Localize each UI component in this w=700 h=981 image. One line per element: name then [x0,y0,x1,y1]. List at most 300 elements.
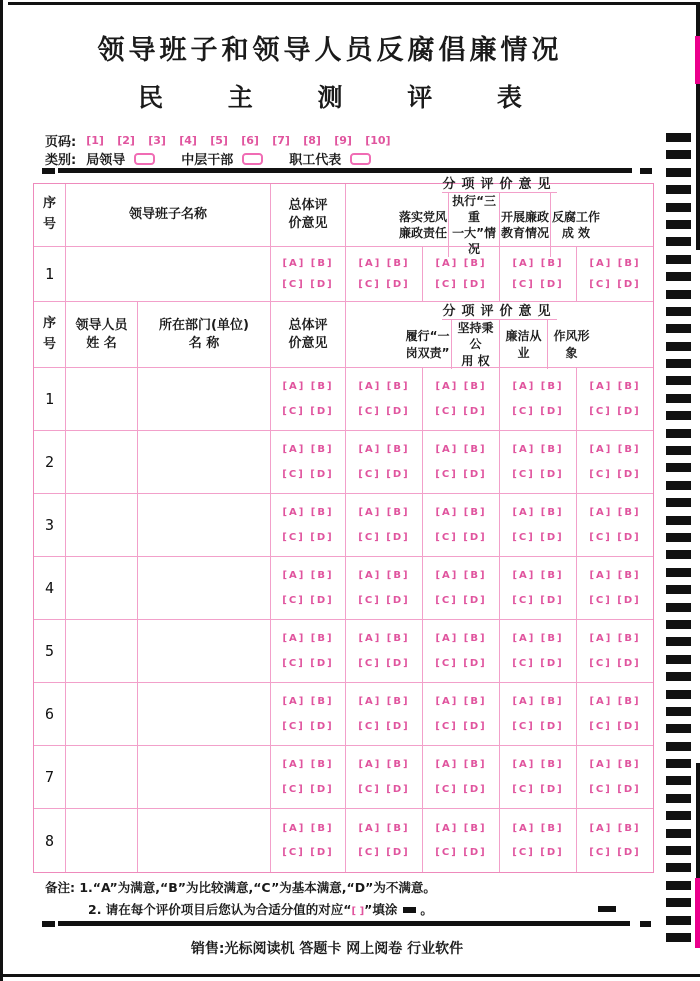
form-title-line2: 民 主 测 评 表 [138,83,550,112]
timing-mark [666,672,691,681]
leader-name-input-cell[interactable] [66,368,138,430]
bracket-sample: [ ] [351,906,365,917]
page-number-bubble[interactable]: [5] [210,134,228,147]
sub-header-cell [452,320,500,369]
bubble-line-cd: [C] [D] [358,279,410,291]
bubble-line-ab: [A] [B] [435,822,487,834]
bubble-line-ab: [A] [B] [282,759,334,771]
timing-mark [666,794,691,803]
bubble-line-ab: [A] [B] [589,507,641,519]
timing-mark [666,898,691,907]
right-edge-line-bottom [696,763,700,880]
bubble-cell-item1[interactable] [346,431,423,493]
bubble-line-cd: [C] [D] [358,594,410,606]
leader-name-input-cell[interactable] [66,494,138,556]
timing-mark [666,776,691,785]
row-seq-cell [34,683,66,745]
bubble-cell-item1[interactable] [346,247,423,301]
sub-header-line: 用 权 [461,353,490,368]
page-number-bubble[interactable]: [2] [117,134,135,147]
timing-mark [666,811,691,820]
bubble-line-cd: [C] [D] [435,405,487,417]
page-number-bubble[interactable]: [8] [303,134,321,147]
timing-mark [666,376,691,385]
timing-mark [666,429,691,438]
bubble-cell-item2[interactable] [423,557,500,619]
bubble-line-cd: [C] [D] [589,594,641,606]
bubble-cell-overall[interactable] [271,620,346,682]
row-seq: 7 [44,768,55,786]
bubble-line-cd: [C] [D] [589,279,641,291]
timing-mark [666,585,691,594]
bubble-line-ab: [A] [B] [358,633,410,645]
section1-item-group [346,176,653,257]
bubble-line-ab: [A] [B] [512,633,564,645]
bubble-line-cd: [C] [D] [512,405,564,417]
bubble-cell-item3[interactable] [500,368,577,430]
bubble-line-cd: [C] [D] [358,847,410,859]
bubble-cell-item3[interactable] [500,620,577,682]
bubble-line-cd: [C] [D] [435,847,487,859]
bubble-line-ab: [A] [B] [589,570,641,582]
leader-name-input-cell[interactable] [66,809,138,872]
bubble-line-cd: [C] [D] [589,405,641,417]
category-item [289,149,371,168]
department-input-cell[interactable] [138,368,271,430]
timing-mark [666,637,691,646]
sub-header-line: 岗双责” [405,345,450,360]
bubble-line-cd: [C] [D] [512,783,564,795]
bubble-cell-item4[interactable] [577,494,653,556]
bubble-line-ab: [A] [B] [282,633,334,645]
bubble-cell-item2[interactable] [423,431,500,493]
bubble-cell-item3[interactable] [500,809,577,872]
bubble-line-cd: [C] [D] [358,468,410,480]
bubble-line-cd: [C] [D] [512,847,564,859]
sync-square [598,906,616,912]
sub-header-line: 一大”情况 [452,226,496,257]
timing-mark [666,307,691,316]
bubble-line-ab: [A] [B] [589,822,641,834]
bubble-cell-item4[interactable] [577,431,653,493]
timing-mark [666,150,691,159]
row-seq: 1 [44,265,55,283]
category-row [45,149,397,168]
bubble-cell-item4[interactable] [577,746,653,808]
row-seq: 2 [44,453,55,471]
table-row [34,683,653,746]
bubble-cell-item3[interactable] [500,494,577,556]
bottom-edge-line [0,974,700,977]
sub-header-line: 成 效 [561,226,591,240]
bubble-line-cd: [C] [D] [589,847,641,859]
sub-header-line: 教育情况 [500,226,549,240]
timing-mark [666,568,691,577]
bubble-line-ab: [A] [B] [512,444,564,456]
row-seq-cell [34,809,66,872]
sub-header-cell [404,320,452,369]
section2-header-row [34,302,653,368]
notes-label: 备注: [45,880,75,895]
bubble-line-ab: [A] [B] [358,696,410,708]
leader-name-input-cell[interactable] [66,431,138,493]
note-line1: 备注: 1.“A”为满意,“B”为比较满意,“C”为基本满意,“D”为不满意。 [45,880,436,895]
bubble-line-cd: [C] [D] [282,531,334,543]
page-number-bubble[interactable]: [3] [148,134,166,147]
bubble-cell-overall[interactable] [271,809,346,872]
department-input-cell[interactable] [138,683,271,745]
timing-mark [666,690,691,699]
bubble-line-cd: [C] [D] [435,720,487,732]
bubble-line-ab: [A] [B] [589,444,641,456]
leader-name-input-cell[interactable] [66,620,138,682]
bubble-cell-item2[interactable] [423,683,500,745]
department-input-cell[interactable] [138,809,271,872]
bubble-line-cd: [C] [D] [435,468,487,480]
left-edge-line [0,0,3,981]
timing-mark [666,863,691,872]
bubble-line-ab: [A] [B] [589,381,641,393]
section2-group-header: 分项评价意见 [442,300,556,320]
bubble-line-ab: [A] [B] [358,444,410,456]
bubble-cell-item2[interactable] [423,494,500,556]
section2-department-header: 所在部门(单位) 名 称 [138,302,271,367]
timing-mark [666,324,691,333]
bubble-line-ab: [A] [B] [435,507,487,519]
page-number-bubble[interactable]: [4] [179,134,197,147]
bubble-cell-item3[interactable] [500,431,577,493]
table-row [34,746,653,809]
bubble-line-ab: [A] [B] [282,257,334,269]
bubble-line-cd: [C] [D] [435,279,487,291]
page-number-bubble[interactable]: [6] [241,134,259,147]
bubble-cell-item1[interactable] [346,809,423,872]
department-input-cell[interactable] [138,494,271,556]
section2-leader-name-header: 领导人员 姓 名 [66,302,138,367]
table-row [34,494,653,557]
sub-header-line: 廉政责任 [399,226,448,240]
bubble-line-ab: [A] [B] [512,570,564,582]
timing-mark [666,916,691,925]
row-seq-cell [34,746,66,808]
bubble-cell-item2[interactable] [423,247,500,301]
bubble-cell-item2[interactable] [423,620,500,682]
bubble-cell-overall[interactable] [271,746,346,808]
bubble-line-ab: [A] [B] [358,257,410,269]
timing-mark [666,846,691,855]
timing-mark [666,255,691,264]
sub-header-line: 反腐工作 [551,209,600,224]
bubble-line-cd: [C] [D] [358,405,410,417]
bubble-line-ab: [A] [B] [282,822,334,834]
bubble-line-cd: [C] [D] [435,657,487,669]
row-seq: 8 [44,831,55,850]
bubble-cell-item4[interactable] [577,557,653,619]
bubble-cell-item1[interactable] [346,746,423,808]
timing-mark [666,290,691,299]
timing-mark [666,342,691,351]
row-seq: 5 [44,642,55,660]
bubble-cell-item3[interactable] [500,683,577,745]
bubble-cell-overall[interactable] [271,557,346,619]
bubble-line-ab: [A] [B] [512,507,564,519]
bubble-cell-item1[interactable] [346,368,423,430]
leader-name-input-cell[interactable] [66,746,138,808]
timing-mark [666,446,691,455]
bubble-line-ab: [A] [B] [358,759,410,771]
leader-name-input-cell[interactable] [66,557,138,619]
section2-item-group [346,302,653,367]
table-row [34,620,653,683]
sub-header-cell [548,320,595,369]
sync-square [640,921,651,927]
timing-mark [666,881,691,890]
bubble-cell-item3[interactable] [500,247,577,301]
row-seq-cell [34,494,66,556]
bubble-line-ab: [A] [B] [358,507,410,519]
top-edge-line [8,2,700,5]
timing-mark [666,759,691,768]
bubble-line-cd: [C] [D] [282,468,334,480]
category-options [86,149,397,168]
bubble-line-ab: [A] [B] [512,257,564,269]
section1-team-name-header: 领导班子名称 [66,184,271,246]
sub-header-line: 履行“一 [405,329,450,344]
timing-mark [666,411,691,420]
sync-square [640,168,652,174]
timing-mark [666,742,691,751]
category-label: 类别: [45,153,77,168]
table-row [34,431,653,494]
sub-header-line: 作风形象 [553,329,590,360]
bubble-line-ab: [A] [B] [282,381,334,393]
timing-mark [666,620,691,629]
category-checkbox[interactable] [350,153,371,165]
timing-mark [666,133,691,142]
bubble-line-cd: [C] [D] [512,594,564,606]
bubble-line-ab: [A] [B] [435,759,487,771]
table-row [34,368,653,431]
page-number-bubble[interactable]: [9] [334,134,352,147]
table-row [34,809,653,872]
timing-mark [666,829,691,838]
bubble-cell-overall[interactable] [271,247,346,301]
department-input-cell[interactable] [138,557,271,619]
page-number-label: 页码: [45,135,77,150]
timing-mark [666,359,691,368]
category-option-label: 局领导 [86,153,126,168]
team-name-input-cell[interactable] [66,247,271,301]
bubble-line-cd: [C] [D] [282,783,334,795]
bubble-line-cd: [C] [D] [512,279,564,291]
department-input-cell[interactable] [138,746,271,808]
timing-mark [666,550,691,559]
bubble-cell-overall[interactable] [271,683,346,745]
bubble-line-cd: [C] [D] [358,531,410,543]
row-seq: 3 [44,516,55,534]
timing-mark [666,272,691,281]
bubble-line-cd: [C] [D] [512,720,564,732]
bubble-line-cd: [C] [D] [589,468,641,480]
page-number-bubble[interactable]: [1] [86,134,104,147]
bubble-cell-item1[interactable] [346,494,423,556]
bubble-cell-item1[interactable] [346,620,423,682]
bubble-line-cd: [C] [D] [358,657,410,669]
bubble-cell-item4[interactable] [577,620,653,682]
row-seq: 1 [44,390,55,408]
section2-overall-header: 总体评 价意见 [271,302,346,367]
bubble-line-cd: [C] [D] [358,783,410,795]
sync-square [42,921,55,927]
category-option-label: 中层干部 [181,153,234,168]
bubble-line-cd: [C] [D] [282,405,334,417]
bubble-line-cd: [C] [D] [435,783,487,795]
bubble-cell-item3[interactable] [500,557,577,619]
leader-name-input-cell[interactable] [66,683,138,745]
row-seq-cell [34,431,66,493]
evaluation-table [33,176,654,873]
bubble-line-ab: [A] [B] [512,822,564,834]
timing-mark [666,185,691,194]
sub-header-line: 坚持秉公 [457,321,494,352]
section1-group-header: 分项评价意见 [442,173,556,193]
section2-sub-headers [404,320,595,369]
row-seq-cell [34,557,66,619]
timing-mark [666,394,691,403]
section1-seq-header: 序号 [34,184,66,246]
right-edge-magenta-top [695,36,700,84]
bubble-line-ab: [A] [B] [358,381,410,393]
footer-text: 销售:光标阅读机 答题卡 网上阅卷 行业软件 [190,941,464,957]
category-item [86,149,155,168]
timing-mark [666,237,691,246]
note-line2: 2. 请在每个评价项目后您认为合适分值的对应“[ ]”填涂 。 [88,902,433,917]
bubble-line-cd: [C] [D] [512,468,564,480]
bubble-line-cd: [C] [D] [282,720,334,732]
bubble-line-ab: [A] [B] [435,633,487,645]
sync-line-bottom [58,921,630,926]
fill-mark-sample [403,907,416,913]
bubble-line-ab: [A] [B] [435,444,487,456]
bubble-line-cd: [C] [D] [435,531,487,543]
bubble-line-ab: [A] [B] [282,507,334,519]
bubble-cell-item4[interactable] [577,683,653,745]
bubble-cell-item3[interactable] [500,746,577,808]
timing-mark [666,463,691,472]
bubble-line-ab: [A] [B] [589,257,641,269]
bubble-line-ab: [A] [B] [512,759,564,771]
timing-mark [666,603,691,612]
sub-header-line: 廉洁从业 [505,329,542,360]
timing-mark [666,516,691,525]
bubble-line-ab: [A] [B] [512,696,564,708]
timing-marks-column [666,133,691,950]
sync-square [42,168,55,174]
section1-header-row [34,176,653,257]
timing-mark [666,498,691,507]
sub-header-cell [500,320,548,369]
bubble-cell-item4[interactable] [577,809,653,872]
bubble-cell-item2[interactable] [423,746,500,808]
bubble-line-cd: [C] [D] [282,594,334,606]
page-number-row [45,131,396,150]
bubble-line-ab: [A] [B] [435,696,487,708]
sub-header-line: 执行“三重 [452,193,496,224]
bubble-cell-overall[interactable] [271,494,346,556]
bubble-line-ab: [A] [B] [589,633,641,645]
section2-seq-header: 序号 [34,302,66,367]
bubble-line-cd: [C] [D] [358,720,410,732]
bubble-line-cd: [C] [D] [589,720,641,732]
bubble-line-ab: [A] [B] [589,696,641,708]
bubble-line-ab: [A] [B] [435,381,487,393]
bubble-cell-item2[interactable] [423,809,500,872]
bubble-line-ab: [A] [B] [435,257,487,269]
section1-overall-header: 总体评 价意见 [271,184,346,246]
timing-mark [666,168,691,177]
bubble-cell-item4[interactable] [577,368,653,430]
row-seq-cell [34,620,66,682]
department-input-cell[interactable] [138,431,271,493]
bubble-line-cd: [C] [D] [282,847,334,859]
timing-mark [666,533,691,542]
right-edge-magenta-bottom [695,878,700,948]
bubble-line-cd: [C] [D] [282,279,334,291]
category-checkbox[interactable] [134,153,155,165]
section1-row [34,247,653,302]
category-checkbox[interactable] [242,153,263,165]
bubble-line-ab: [A] [B] [512,381,564,393]
bubble-cell-item1[interactable] [346,557,423,619]
bubble-line-ab: [A] [B] [435,570,487,582]
bubble-line-ab: [A] [B] [282,696,334,708]
sub-header-line: 开展廉政 [500,209,549,224]
bubble-cell-item2[interactable] [423,368,500,430]
bubble-line-ab: [A] [B] [358,822,410,834]
bubble-line-cd: [C] [D] [512,531,564,543]
sub-header-line: 落实党风 [399,209,448,224]
bubble-line-cd: [C] [D] [589,783,641,795]
bubble-cell-item4[interactable] [577,247,653,301]
bubble-line-cd: [C] [D] [282,657,334,669]
bubble-cell-overall[interactable] [271,368,346,430]
category-item [181,149,263,168]
bubble-line-cd: [C] [D] [435,594,487,606]
row-seq: 4 [44,579,55,597]
page-number-bubble[interactable]: [10] [365,134,391,147]
timing-mark [666,203,691,212]
timing-mark [666,707,691,716]
timing-mark [666,655,691,664]
category-option-label: 职工代表 [289,153,342,168]
bubble-line-cd: [C] [D] [512,657,564,669]
bubble-line-ab: [A] [B] [282,570,334,582]
bubble-line-ab: [A] [B] [358,570,410,582]
row-seq-cell [34,368,66,430]
timing-mark [666,724,691,733]
bubble-line-cd: [C] [D] [589,657,641,669]
bubble-line-cd: [C] [D] [589,531,641,543]
form-title-line1: 领导班子和领导人员反腐倡廉情况 [97,35,563,66]
department-input-cell[interactable] [138,620,271,682]
bubble-line-ab: [A] [B] [589,759,641,771]
table-row [34,557,653,620]
page-number-bubble[interactable]: [7] [272,134,290,147]
bubble-line-ab: [A] [B] [282,444,334,456]
timing-mark [666,933,691,942]
bubble-cell-overall[interactable] [271,431,346,493]
bubble-cell-item1[interactable] [346,683,423,745]
